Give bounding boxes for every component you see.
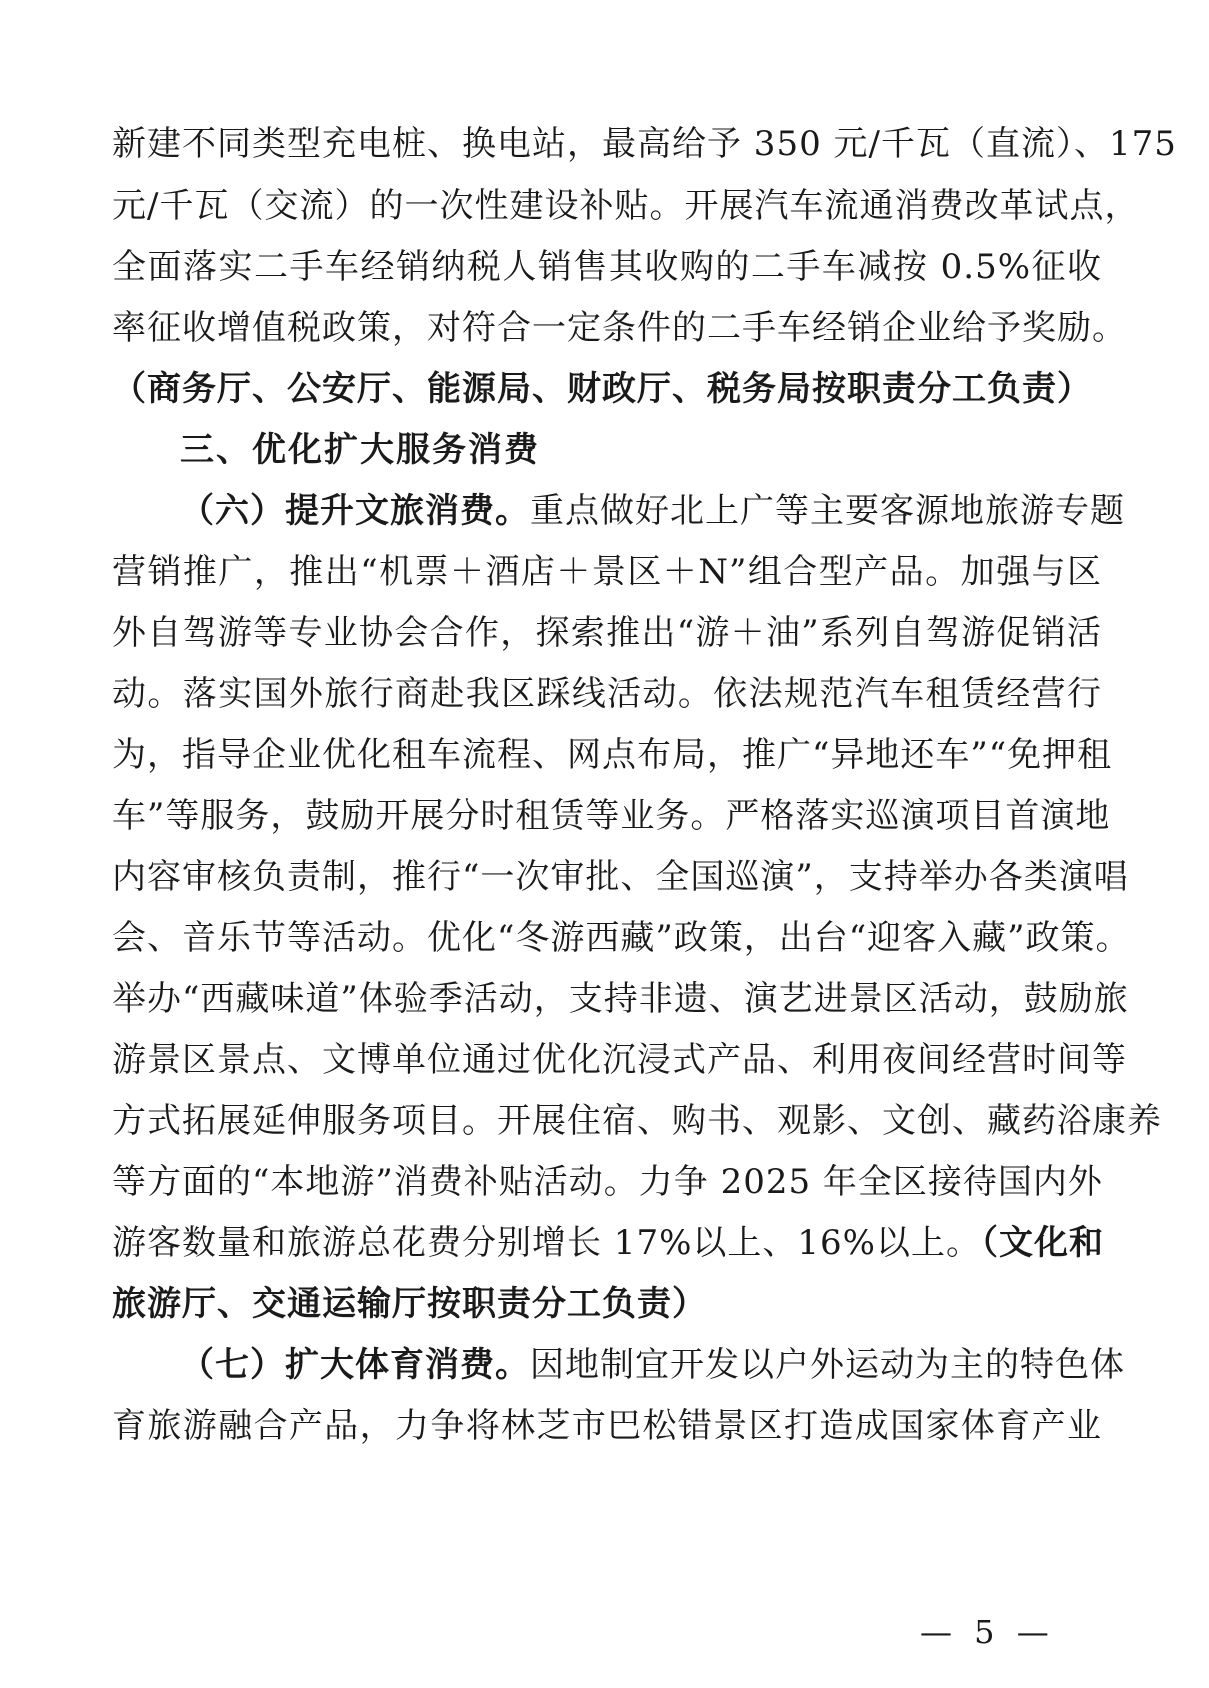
body-line: 会、音乐节等活动。优化“冬游西藏”政策，出台“迎客入藏”政策。 <box>112 918 1131 958</box>
responsibility-note-start: （文化和 <box>980 1223 1104 1263</box>
paragraph-label: （七）扩大体育消费。 <box>180 1345 530 1385</box>
body-line: 外自驾游等专业协会合作，探索推出“游＋油”系列自驾游促销活 <box>112 613 1102 653</box>
paragraph-text: 因地制宜开发以户外运动为主的特色体 <box>530 1345 1125 1385</box>
body-line: 营销推广，推出“机票＋酒店＋景区＋N”组合型产品。加强与区 <box>112 552 1102 592</box>
paragraph-text: 重点做好北上广等主要客源地旅游专题 <box>530 491 1125 531</box>
body-line: 等方面的“本地游”消费补贴活动。力争 2025 年全区接待国内外 <box>112 1162 1103 1202</box>
responsibility-note: （商务厅、公安厅、能源局、财政厅、税务局按职责分工负责） <box>112 369 1092 409</box>
section-heading: 三、优化扩大服务消费 <box>180 430 540 470</box>
paragraph-text: 游客数量和旅游总花费分别增长 17%以上、16%以上。 <box>112 1223 981 1263</box>
paragraph-label: （六）提升文旅消费。 <box>180 491 530 531</box>
responsibility-note: 旅游厅、交通运输厅按职责分工负责） <box>112 1284 707 1324</box>
body-line: 车”等服务，鼓励开展分时租赁等业务。严格落实巡演项目首演地 <box>112 796 1111 836</box>
body-line: 方式拓展延伸服务项目。开展住宿、购书、观影、文创、藏药浴康养 <box>112 1101 1162 1141</box>
body-line: 新建不同类型充电桩、换电站，最高给予 350 元/千瓦（直流）、175 <box>112 124 1177 164</box>
body-line: 举办“西藏味道”体验季活动，支持非遗、演艺进景区活动，鼓励旅 <box>112 979 1129 1019</box>
body-line: 育旅游融合产品，力争将林芝市巴松错景区打造成国家体育产业 <box>112 1406 1102 1446</box>
body-line: 游景区景点、文博单位通过优化沉浸式产品、利用夜间经营时间等 <box>112 1040 1127 1080</box>
body-line: 全面落实二手车经销纳税人销售其收购的二手车减按 0.5%征收 <box>112 247 1102 287</box>
body-line <box>112 1223 1102 1267</box>
paragraph-line <box>180 1345 1125 1389</box>
body-line: 动。落实国外旅行商赴我区踩线活动。依法规范汽车租赁经营行 <box>112 674 1102 714</box>
body-line: 内容审核负责制，推行“一次审批、全国巡演”，支持举办各类演唱 <box>112 857 1129 897</box>
page-number: — 5 — <box>920 1613 1055 1651</box>
body-line: 率征收增值税政策，对符合一定条件的二手车经销企业给予奖励。 <box>112 308 1127 348</box>
paragraph-line <box>180 491 1125 535</box>
body-line: 为，指导企业优化租车流程、网点布局，推广“异地还车”“免押租 <box>112 735 1113 775</box>
body-line: 元/千瓦（交流）的一次性建设补贴。开展汽车流通消费改革试点， <box>112 186 1140 226</box>
